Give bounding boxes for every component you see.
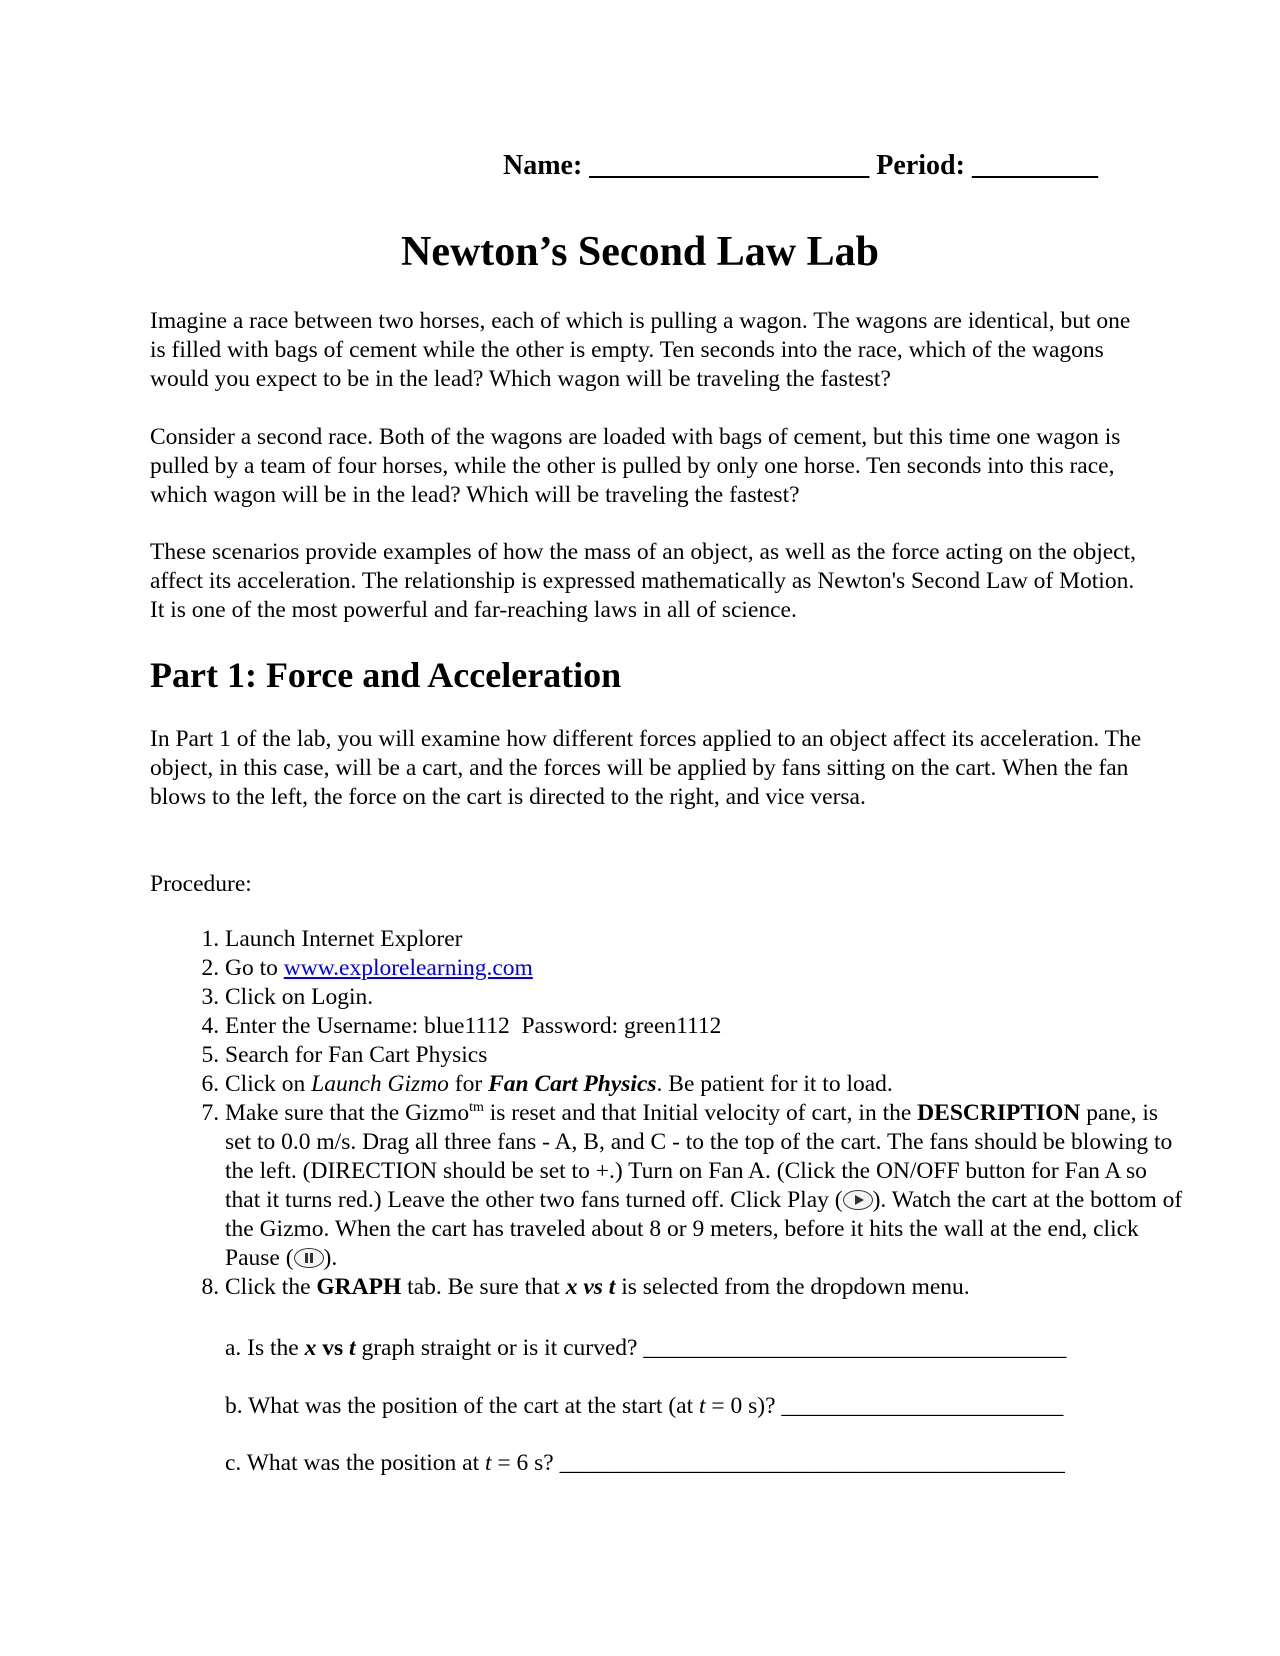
name-blank: ____________________ — [589, 150, 870, 181]
step-6-launch-gizmo: Launch Gizmo — [311, 1071, 449, 1097]
question-a-t: t — [349, 1335, 356, 1361]
intro-paragraph-1: Imagine a race between two horses, each of which is pulling a wagon. The wagons are identical, but one is filled with bags of cement while the other is empty. Ten seconds into the race, which of the wagons would you expect to be in the lead? Which wagon will be traveling the fastest? — [150, 308, 1131, 392]
step-1-text: Launch Internet Explorer — [225, 926, 463, 952]
question-a-x: x — [304, 1335, 317, 1361]
step-8-suffix: is selected from the dropdown menu. — [615, 1274, 970, 1300]
page-title: Newton’s Second Law Lab — [401, 229, 879, 275]
step-3-text: Click on Login. — [225, 984, 374, 1010]
question-a — [225, 1334, 1066, 1363]
part1-intro: In Part 1 of the lab, you will examine how different forces applied to an object affect its acceleration. The object, in this case, will be a cart, and the forces will be applied by fans sitting on the cart. When the fan blows to the left, the force on the cart is directed to the right, and vice versa. — [150, 726, 1142, 810]
question-c-suffix: = 6 s? ___________________________________________ — [491, 1450, 1065, 1476]
step-7-part-b: is reset and that Initial velocity of cart, in the — [483, 1100, 918, 1126]
question-b — [225, 1392, 1063, 1421]
step-6-fan-cart-physics: Fan Cart Physics — [488, 1071, 657, 1097]
step-1 — [225, 925, 1185, 954]
intro-paragraph-2: Consider a second race. Both of the wagons are loaded with bags of cement, but this time one wagon is pulled by a team of four horses, while the other is pulled by only one horse. Ten seconds into this race, which wagon will be in the lead? Which will be traveling the fastest? — [150, 424, 1121, 508]
step-5-text: Search for Fan Cart Physics — [225, 1042, 488, 1068]
step-8-mid: tab. Be sure that — [401, 1274, 566, 1300]
trademark-superscript: tm — [469, 1100, 484, 1116]
procedure-label: Procedure: — [150, 871, 252, 897]
step-8-x-vs-t: x vs t — [565, 1274, 616, 1300]
procedure-list — [150, 925, 1185, 1302]
step-7-part-c: pane, is set to 0.0 m/s. Drag all three fans - A, B, and C - to the top of the cart. The fans should be blowing to the left. (DIRECTION should be set to +.) Turn on Fan A. (Click the ON/OFF button for Fan A so that it turns red.) Leave the other two fans turned off. Click Play ( — [225, 1100, 1173, 1213]
step-4 — [225, 1012, 1185, 1041]
name-label: Name: — [503, 150, 583, 181]
step-7-part-d: ). Watch the cart at the bottom of the Gizmo. When the cart has traveled about 8 or 9 meters, before it hits the wall at the end, click Pause ( — [225, 1187, 1183, 1271]
question-a-suffix: graph straight or is it curved? ____________________________________ — [355, 1335, 1067, 1361]
explorelearning-link[interactable]: www.explorelearning.com — [283, 955, 533, 981]
question-b-t: t — [699, 1393, 706, 1419]
step-6-prefix: Click on — [225, 1071, 312, 1097]
period-blank: _________ — [971, 150, 1098, 181]
part1-heading: Part 1: Force and Acceleration — [150, 655, 622, 695]
question-c — [225, 1449, 1065, 1478]
period-label: Period: — [876, 150, 965, 181]
step-8-graph: GRAPH — [316, 1274, 402, 1300]
question-b-suffix: = 0 s)? ________________________ — [705, 1393, 1064, 1419]
step-3 — [225, 983, 1185, 1012]
play-icon — [843, 1190, 873, 1210]
step-7-part-a: Make sure that the Gizmo — [225, 1100, 470, 1126]
step-5 — [225, 1041, 1185, 1070]
step-7-part-e: ). — [323, 1245, 338, 1271]
step-2 — [225, 954, 1185, 983]
step-6-mid: for — [448, 1071, 489, 1097]
pause-icon — [294, 1248, 324, 1268]
question-b-prefix: b. What was the position of the cart at the start (at — [225, 1393, 699, 1419]
question-a-vs: vs — [316, 1335, 350, 1361]
step-4-text: Enter the Username: blue1112 Password: green1112 — [225, 1013, 722, 1039]
step-6-suffix: . Be patient for it to load. — [656, 1071, 893, 1097]
step-7 — [225, 1099, 1185, 1273]
step-2-prefix: Go to — [225, 955, 284, 981]
question-a-prefix: a. Is the — [225, 1335, 305, 1361]
step-8 — [225, 1273, 1185, 1302]
step-7-description: DESCRIPTION — [917, 1100, 1081, 1126]
name-period-header — [503, 150, 1098, 182]
question-c-t: t — [484, 1450, 492, 1476]
step-8-prefix: Click the — [225, 1274, 317, 1300]
question-c-prefix: c. What was the position at — [225, 1450, 485, 1476]
intro-paragraph-3: These scenarios provide examples of how the mass of an object, as well as the force acting on the object, affect its acceleration. The relationship is expressed mathematically as Newton's Second Law of Motion. It is one of the most powerful and far-reaching laws in all of science. — [150, 539, 1137, 623]
step-6 — [225, 1070, 1185, 1099]
